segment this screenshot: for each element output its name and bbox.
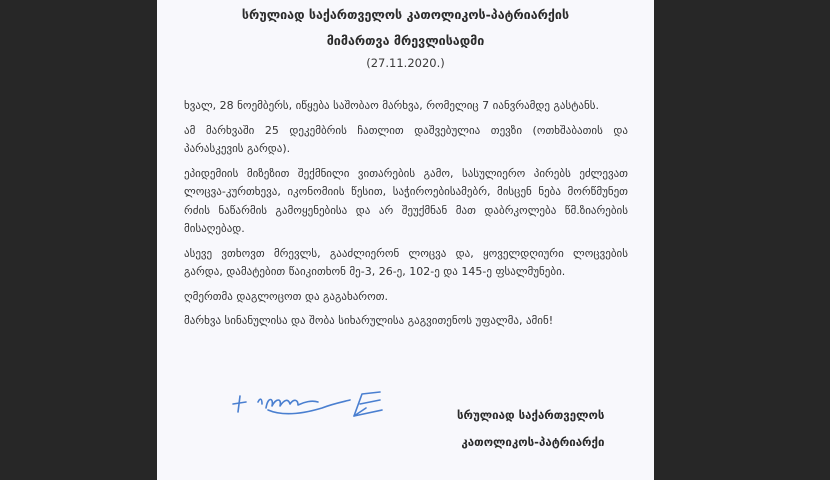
signature-name-line-1: სრულიად საქართველოს [457, 408, 605, 422]
paragraph-fast-start: ხვალ, 28 ნოემბერს, იწყება საშობაო მარხვა, რომელიც 7 იანვრამდე გასტანს. [184, 99, 600, 112]
paragraph-psalms: ასევე ვთხოვთ მრევლს, გააძლიერონ ლოცვა და, ყოველდღიური ლოცვების გარდა, დამატებით წაიკითხონ მე-3, 26-ე, 102-ე და 145-ე ფსალმუნები. [184, 246, 628, 278]
paragraph-blessing: ღმერთმა დაგლოცოთ და გაგახაროთ. [184, 289, 389, 303]
document-title-line-1: სრულიად საქართველოს კათოლიკოს-პატრიარქის [241, 7, 570, 22]
document-date: (27.11.2020.) [366, 56, 445, 70]
paragraph-fish-allowed: ამ მარხვაში 25 დეკემბრის ჩათლით დაშვებულია თევზი (ოთხშაბათის და პარასკევის გარდა). [184, 123, 628, 155]
document-title-line-2: მიმართვა მრევლისადმი [326, 33, 485, 48]
paragraph-epidemic: ეპიდემიის მიზეზით შექმნილი ვითარების გამო, სასულიერო პირებს ეძლევათ ლოცვა-კურთხევა, იკონომიის წესით, საჭიროებისამებრ, მისცენ ნება მორწმუნეთ რძის ნაწარმის გამოყენებისა და არ შეუქმნან მათ დაბრკოლება წმ.ზიარების მისაღებად. [184, 166, 628, 235]
signature-title [457, 402, 604, 456]
document-page [157, 0, 654, 480]
document-body [184, 97, 628, 337]
signature-name-line-2: კათოლიკოს-პატრიარქი [461, 435, 605, 449]
handwritten-signature [232, 386, 392, 420]
paragraph-closing: მარხვა სინანულისა და შობა სიხარულისა გაგვითენოს უფალმა, ამინ! [184, 314, 554, 327]
